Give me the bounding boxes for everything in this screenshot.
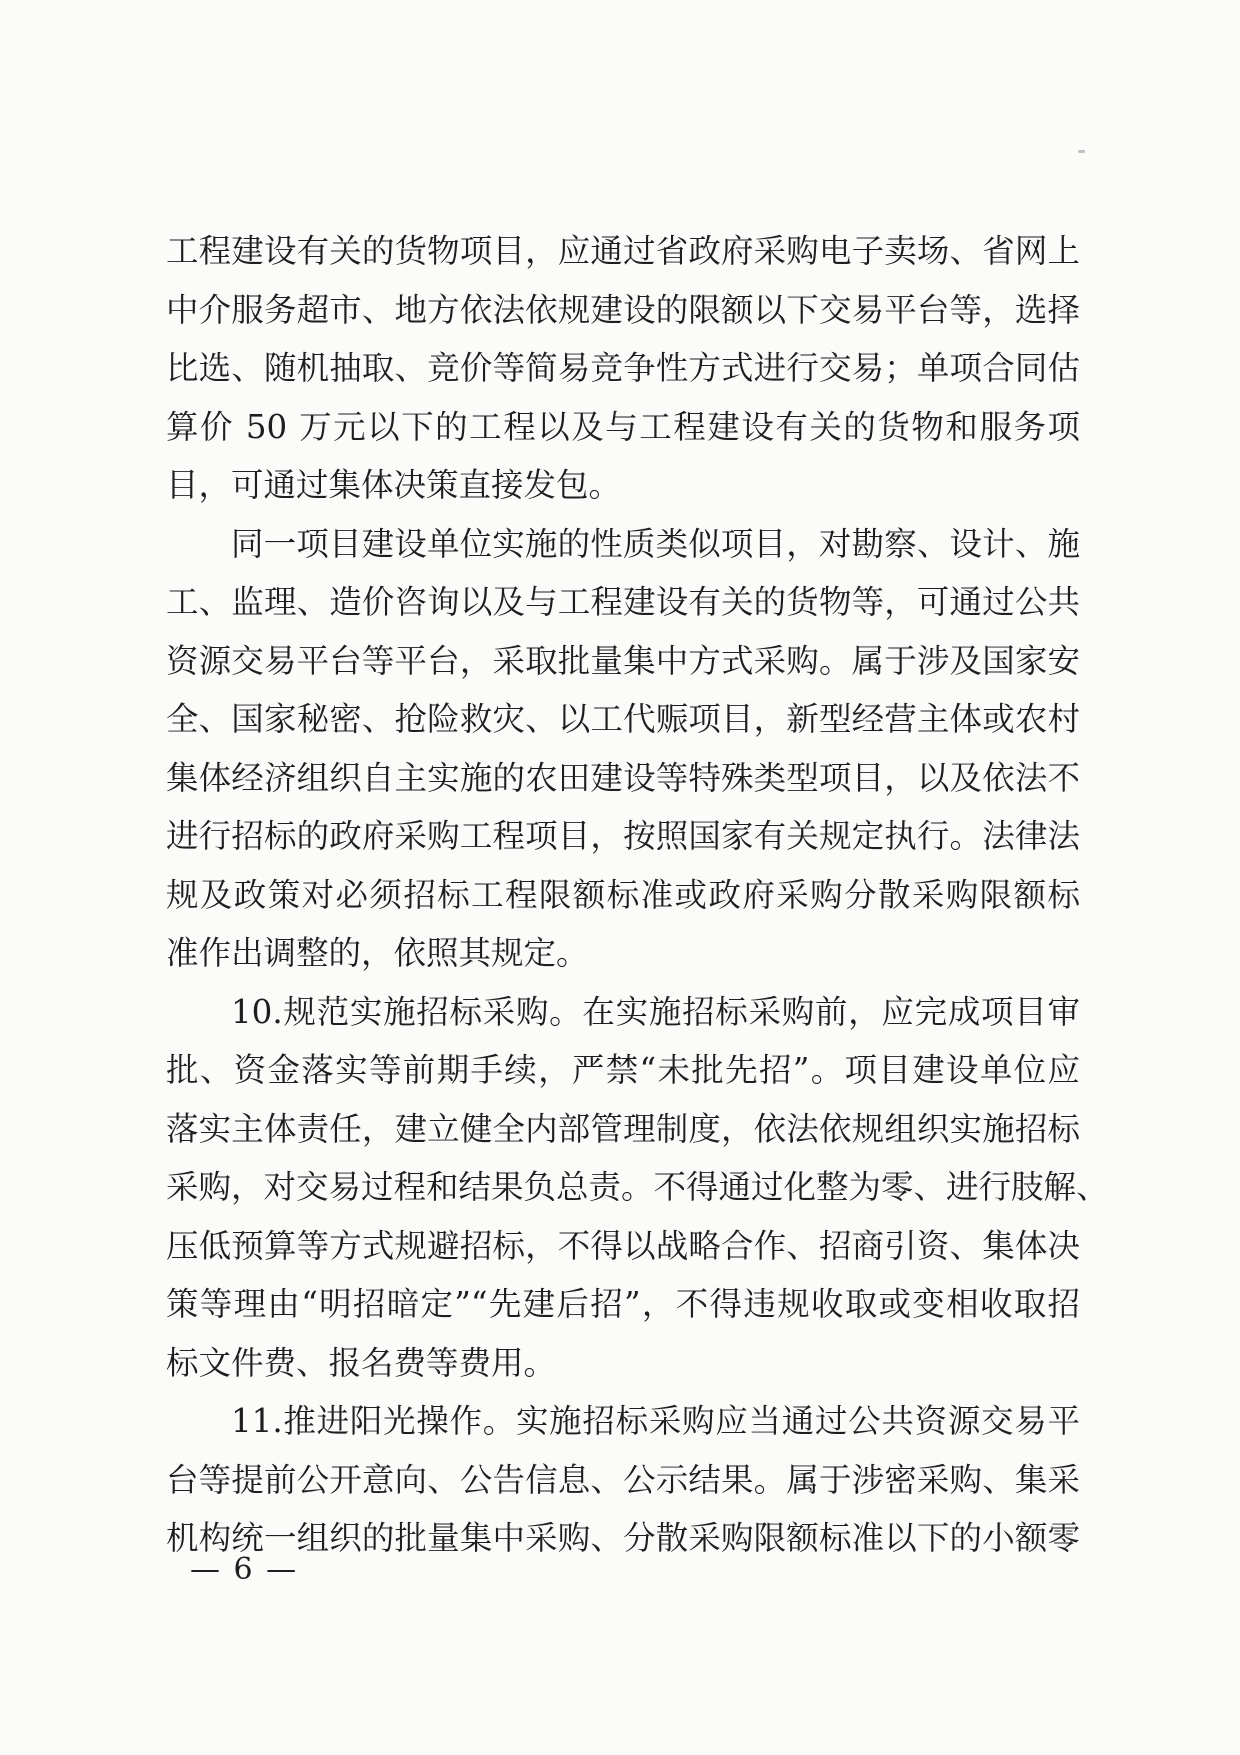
text-line: 算价 50 万元以下的工程以及与工程建设有关的货物和服务项 xyxy=(166,407,1080,446)
body-text xyxy=(166,222,1109,1568)
text-line: 压低预算等方式规避招标，不得以战略合作、招商引资、集体决 xyxy=(166,1226,1080,1265)
page-number: — 6 — xyxy=(190,1552,299,1587)
text-line: 采购，对交易过程和结果负总责。不得通过化整为零、进行肢解、 xyxy=(166,1168,1109,1206)
text-line: 比选、随机抽取、竞价等简易竞争性方式进行交易；单项合同估 xyxy=(166,349,1080,387)
text-line: 中介服务超市、地方依法依规建设的限额以下交易平台等，选择 xyxy=(166,290,1080,329)
text-line: 进行招标的政府采购工程项目，按照国家有关规定执行。法律法 xyxy=(166,817,1080,855)
text-line: 批、资金落实等前期手续，严禁“未批先招”。项目建设单位应 xyxy=(166,1051,1080,1089)
text-line: 规及政策对必须招标工程限额标准或政府采购分散采购限额标 xyxy=(166,875,1080,914)
text-line: 目，可通过集体决策直接发包。 xyxy=(166,466,622,504)
text-line: 全、国家秘密、抢险救灾、以工代赈项目，新型经营主体或农村 xyxy=(166,700,1080,738)
text-line: 台等提前公开意向、公告信息、公示结果。属于涉密采购、集采 xyxy=(166,1460,1080,1499)
text-line: 工程建设有关的货物项目，应通过省政府采购电子卖场、省网上 xyxy=(166,232,1080,270)
text-line: 工、监理、造价咨询以及与工程建设有关的货物等，可通过公共 xyxy=(166,583,1080,621)
text-line: 落实主体责任，建立健全内部管理制度，依法依规组织实施招标 xyxy=(166,1109,1080,1148)
text-line: 机构统一组织的批量集中采购、分散采购限额标准以下的小额零 xyxy=(166,1519,1080,1557)
paragraph-start-line: 同一项目建设单位实施的性质类似项目，对勘察、设计、施 xyxy=(231,524,1080,563)
text-line: 资源交易平台等平台，采取批量集中方式采购。属于涉及国家安 xyxy=(166,641,1080,680)
text-line: 集体经济组织自主实施的农田建设等特殊类型项目，以及依法不 xyxy=(166,758,1080,797)
text-line: 准作出调整的，依照其规定。 xyxy=(166,934,589,972)
section-heading-line: 11.推进阳光操作。实施招标采购应当通过公共资源交易平 xyxy=(231,1402,1080,1440)
text-line: 标文件费、报名费等费用。 xyxy=(166,1343,557,1382)
text-line: 策等理由“明招暗定”“先建后招”，不得违规收取或变相收取招 xyxy=(166,1285,1080,1323)
scan-speck xyxy=(1078,150,1085,153)
section-heading-line: 10.规范实施招标采购。在实施招标采购前，应完成项目审 xyxy=(231,992,1080,1031)
